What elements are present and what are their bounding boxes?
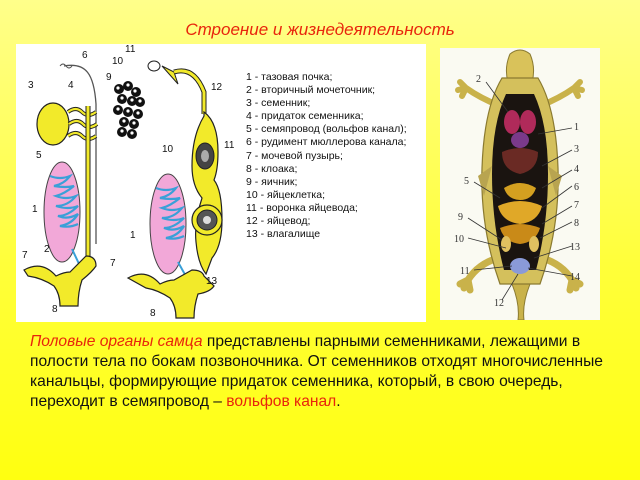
diagram-label: 11 [125,44,136,55]
diagram-label: 10 [162,144,174,155]
diagram-label: 7 [110,258,116,269]
legend-item: 4 - придаток семенника; [246,110,364,123]
legend-item: 1 - тазовая почка; [246,71,333,83]
paragraph-highlight: вольфов канал [226,393,337,410]
lizard-label: 1 [574,122,579,133]
cloaca-female-shape [128,270,214,318]
lizard-label: 7 [574,200,579,211]
diagram-label: 4 [68,80,74,91]
legend-list [246,71,407,241]
cloaca-shape [24,256,96,306]
diagram-label: 13 [206,276,218,287]
diagram-label: 6 [82,50,88,61]
diagram-label: 8 [52,304,58,315]
description-paragraph [30,332,615,412]
legend-item: 7 - мочевой пузырь; [246,149,343,162]
diagram-label: 9 [106,72,112,83]
lizard-label: 9 [458,212,463,223]
lizard-label: 8 [574,218,579,229]
diagram-label: 2 [44,244,50,255]
diagram-label: 10 [112,56,124,67]
lizard-dissection-image [440,48,600,320]
paragraph-lead: Половые органы самца [30,333,203,350]
lizard-label: 12 [494,298,504,309]
oviduct-shape [192,112,222,274]
lizard-label: 3 [574,144,579,155]
page-title: Строение и жизнедеятельность [185,20,455,39]
legend-item: 9 - яичник; [246,175,298,188]
diagram-label: 1 [130,230,136,241]
diagram-label: 1 [32,204,38,215]
diagram-label: 3 [28,80,34,91]
diagram-label: 12 [211,82,223,93]
lizard-label: 2 [476,74,481,85]
legend-item: 5 - семяпровод (вольфов канал); [246,123,407,136]
lizard-label: 14 [570,272,580,283]
legend-item: 11 - воронка яйцевода; [246,201,358,214]
male-diagram [24,64,97,306]
legend-item: 13 - влагалище [246,228,321,241]
legend-item: 3 - семенник; [246,97,311,110]
lizard-label: 13 [570,242,580,253]
lizard-label: 4 [574,164,579,175]
lizard-label: 10 [454,234,464,245]
paragraph-text: представлены парными семенниками, лежащими в полости тела по бокам позвоночника. От семенников отходят многочисленные канальцы, формирующие придаток семенника, который, в свою очередь, переходит в семяпровод – [30,333,603,410]
legend-item: 2 - вторичный мочеточник; [246,84,376,97]
lizard-label: 5 [464,176,469,187]
paragraph-end: . [336,393,341,410]
diagram-label: 7 [22,250,28,261]
diagram-label: 8 [150,308,156,319]
lizard-label: 6 [574,182,579,193]
legend-item: 12 - яйцевод; [246,215,311,228]
legend-item: 8 - клоака; [246,162,298,175]
legend-item: 6 - рудимент мюллерова канала; [246,136,407,149]
legend-item: 10 - яйцеклетка; [246,188,326,201]
diagram-label: 11 [224,140,235,151]
lizard-drawing [440,48,600,320]
testis-shape [37,103,69,145]
lizard-label: 11 [460,266,470,277]
diagram-label: 5 [36,150,42,161]
